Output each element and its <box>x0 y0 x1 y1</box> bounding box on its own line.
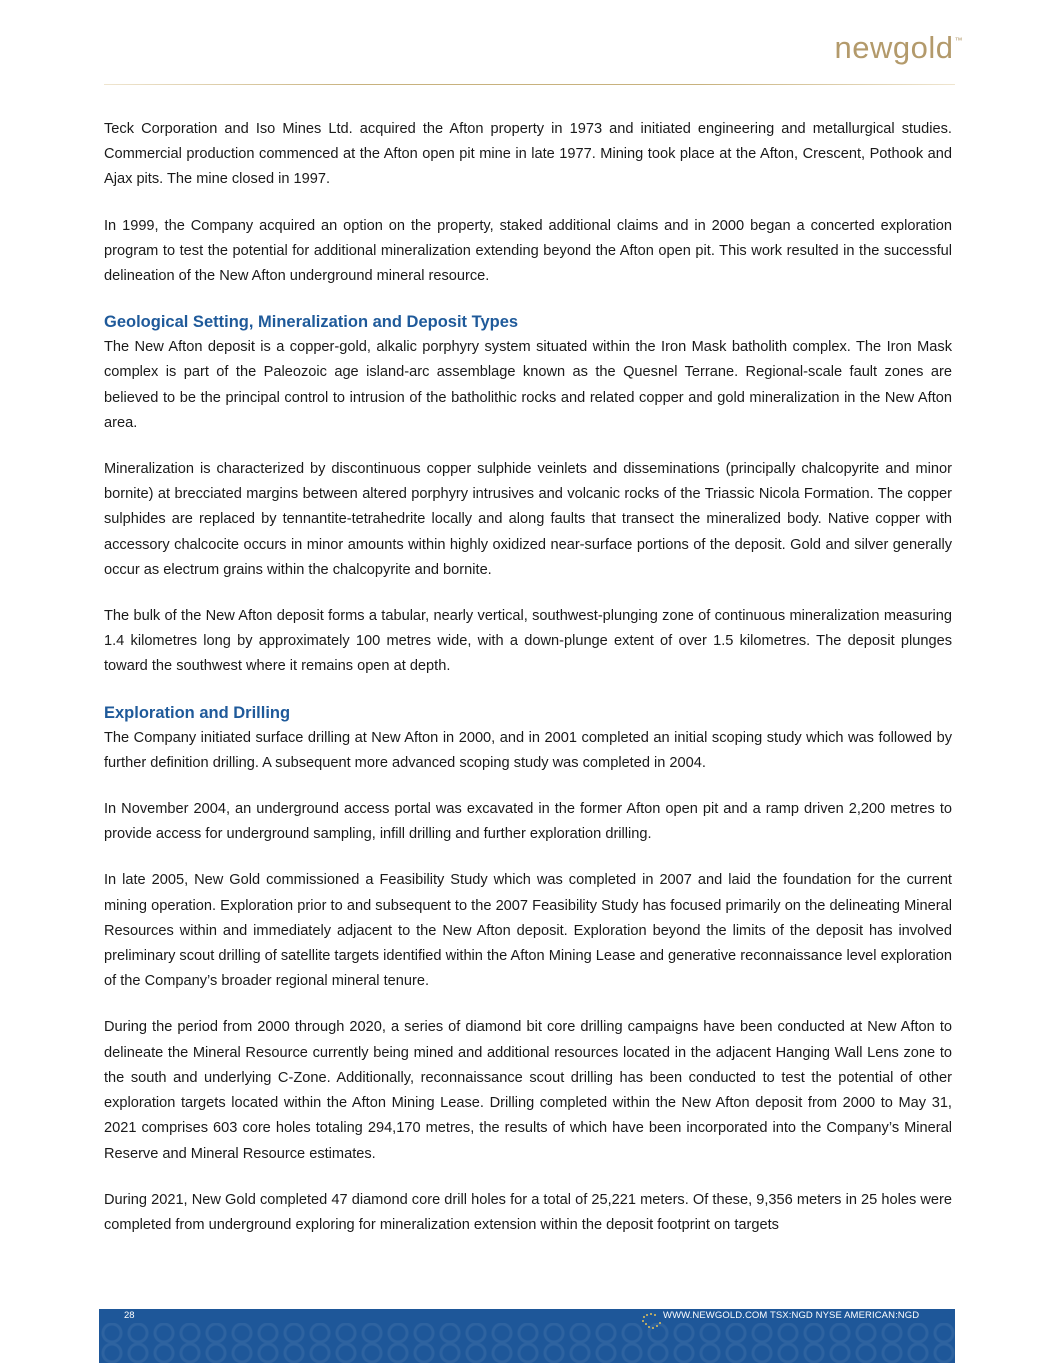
globe-icon <box>640 1311 664 1331</box>
paragraph: The bulk of the New Afton deposit forms a tabular, nearly vertical, southwest-plunging zone of continuous mineralization measuring 1.4 kilometres long by approximately 100 metres wide, with a down-plunge extent of over 1.5 kilometres. The deposit plunges toward the southwest where it remains open at depth. <box>104 608 952 675</box>
paragraph: The Company initiated surface drilling at New Afton in 2000, and in 2001 completed an initial scoping study which was followed by further definition drilling. A subsequent more advanced scoping study was completed in 2004. <box>104 729 952 771</box>
logo-text: newgold <box>834 30 954 65</box>
section-heading-geology: Geological Setting, Mineralization and Deposit Types <box>104 313 519 332</box>
paragraph: In November 2004, an underground access portal was excavated in the former Afton open pit and a ramp driven 2,200 metres to provide access for underground sampling, infill drilling and further exploration drilling. <box>104 801 952 843</box>
paragraph: During 2021, New Gold completed 47 diamond core drill holes for a total of 25,221 meters. Of these, 9,356 meters in 25 holes were completed from underground exploring for mineralization extension within the deposit footprint on targets <box>104 1191 952 1233</box>
paragraph: Teck Corporation and Iso Mines Ltd. acquired the Afton property in 1973 and initiated engineering and metallurgical studies. Commercial production commenced at the Afton open pit mine in late 1977. Mining took place at the Afton, Crescent, Pothook and Ajax pits. The mine closed in 1997. <box>104 121 952 188</box>
paragraph: In 1999, the Company acquired an option on the property, staked additional claims and in 2000 began a concerted exploration program to test the potential for additional mineralization extending beyond the Afton open pit. This work resulted in the successful delineation of the New Afton underground mineral resource. <box>104 217 952 285</box>
section-heading-exploration: Exploration and Drilling <box>104 703 291 722</box>
page-body <box>104 117 952 1259</box>
footer-pattern <box>99 1323 955 1363</box>
paragraph: In late 2005, New Gold commissioned a Feasibility Study which was completed in 2007 and laid the foundation for the current mining operation. Exploration prior to and subsequent to the 2007 Feasibility Study has focused primarily on the delineating Mineral Resources within and immediately adjacent to the New Afton deposit. Exploration beyond the limits of the deposit has involved preliminary scout drilling of satellite targets identified within the Afton Mining Lease and generative reconnaissance level exploration of the Company’s broader regional mineral tenure. <box>104 872 952 990</box>
paragraph: Mineralization is characterized by discontinuous copper sulphide veinlets and disseminations (principally chalcopyrite and minor bornite) at brecciated margins between altered porphyry intrusives and volcanic rocks of the Triassic Nicola Formation. The copper sulphides are replaced by tennantite-tetrahedrite locally and along faults that transect the mineralized body. Native copper with accessory chalcocite occurs in minor amounts within highly oxidized near-surface portions of the deposit. Gold and silver generally occur as electrum grains within the chalcopyrite and bornite. <box>104 461 952 578</box>
paragraph: During the period from 2000 through 2020, a series of diamond bit core drilling campaigns have been conducted at New Afton to delineate the Mineral Resource currently being mined and additional resources located in the adjacent Hanging Wall Lens zone to the south and underlying C-Zone. Additionally, reconnaissance scout drilling has been conducted to test the potential of other exploration targets located within the Afton Mining Lease. Drilling completed within the New Afton deposit from 2000 to May 31, 2021 comprises 603 core holes totaling 294,170 metres, the results of which have been incorporated into the Company’s Mineral Reserve and Mineral Resource estimates. <box>104 1019 952 1162</box>
paragraph: The New Afton deposit is a copper-gold, alkalic porphyry system situated within the Iron Mask batholith complex. The Iron Mask complex is part of the Paleozoic age island-arc assemblage known as the Quesnel Terrane. Regional-scale fault zones are believed to be the principal control to intrusion of the batholithic rocks and related copper and gold mineralization in the New Afton area. <box>104 339 952 431</box>
footer-contact: WWW.NEWGOLD.COM TSX:NGD NYSE AMERICAN:NGD <box>663 1310 920 1321</box>
page-number: 28 <box>124 1310 135 1321</box>
newgold-logo <box>835 30 963 66</box>
header-divider <box>104 84 955 85</box>
page-footer <box>99 1309 955 1363</box>
logo-trademark: ™ <box>954 36 963 45</box>
